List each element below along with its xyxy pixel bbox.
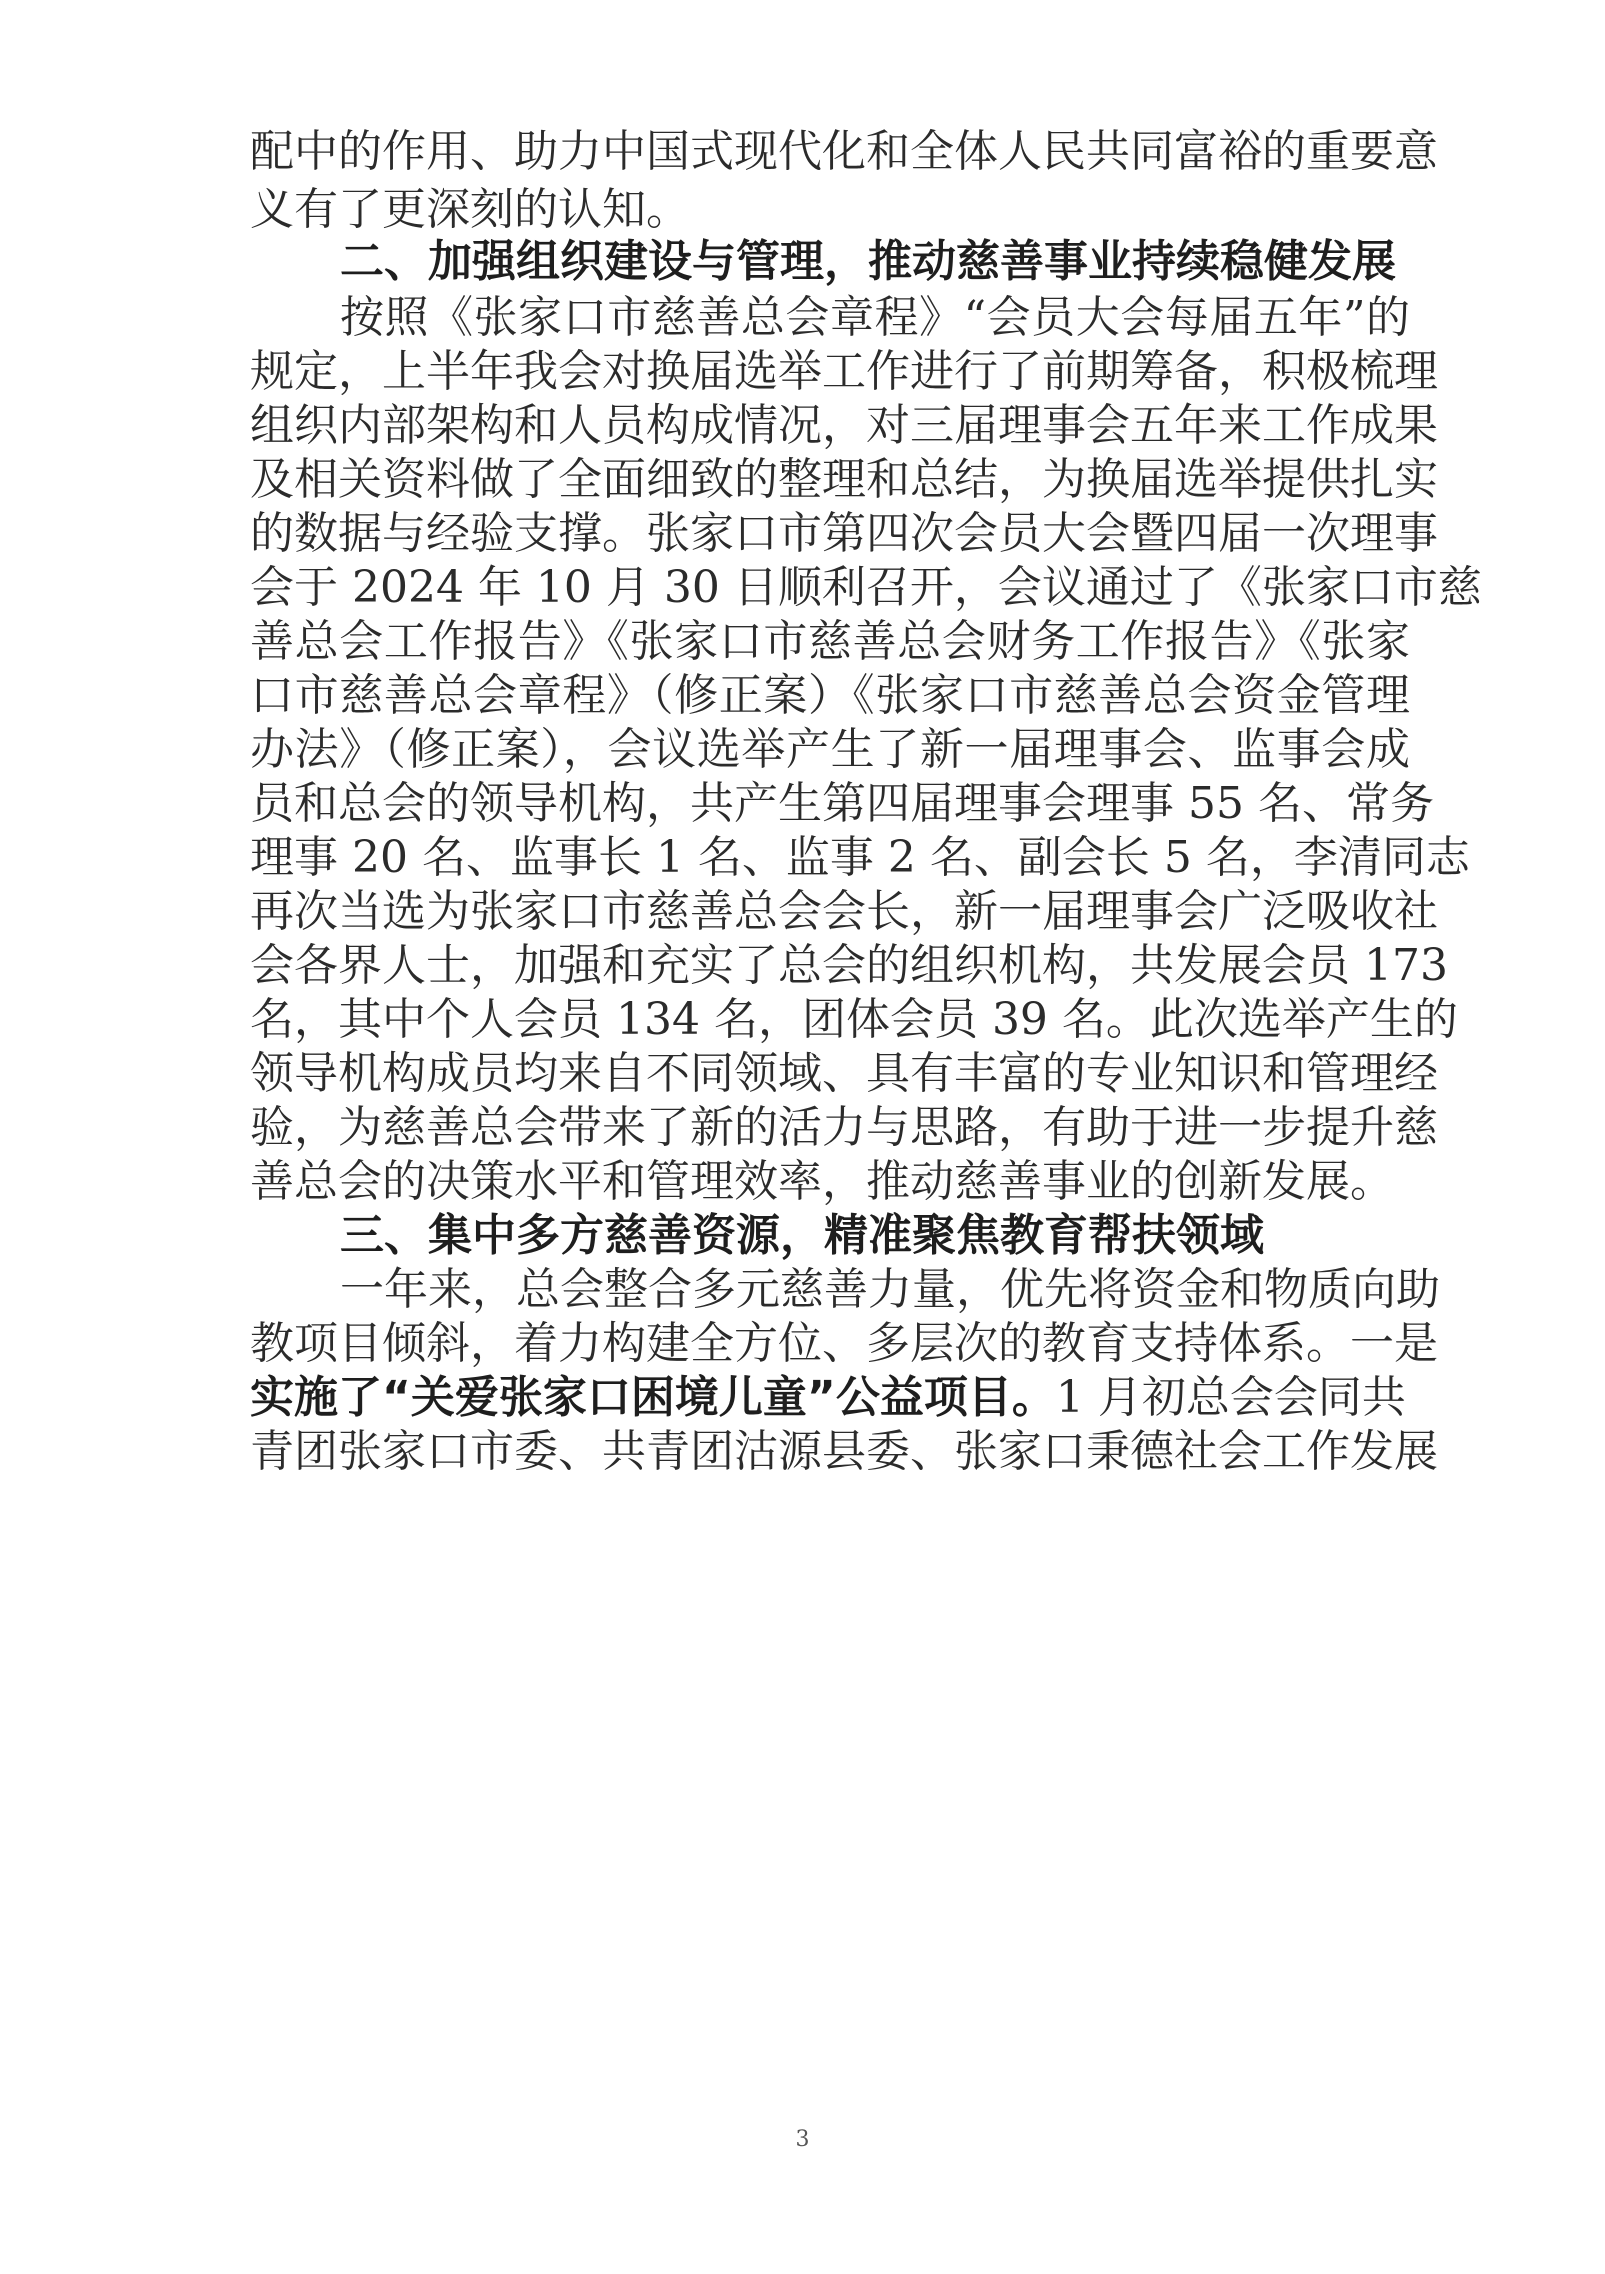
body-line: 及相关资料做了全面细致的整理和总结，为换届选举提供扎实 bbox=[250, 454, 1438, 505]
bold-project-title: 实施了“关爱张家口困境儿童”公益项目。 bbox=[250, 1372, 1056, 1423]
body-line: 组织内部架构和人员构成情况，对三届理事会五年来工作成果 bbox=[250, 400, 1438, 451]
body-line: 办法》（修正案），会议选举产生了新一届理事会、监事会成 bbox=[250, 724, 1410, 775]
body-line: 理事 20 名、监事长 1 名、监事 2 名、副会长 5 名，李清同志 bbox=[250, 832, 1470, 883]
body-line: 善总会的决策水平和管理效率，推动慈善事业的创新发展。 bbox=[250, 1156, 1394, 1207]
body-segment: 1 月初总会会同共 bbox=[1055, 1372, 1406, 1423]
body-line: 义有了更深刻的认知。 bbox=[250, 184, 690, 235]
section-heading-2: 二、加强组织建设与管理，推动慈善事业持续稳健发展 bbox=[340, 236, 1396, 287]
body-line: 善总会工作报告》《张家口市慈善总会财务工作报告》《张家 bbox=[250, 616, 1410, 667]
body-line: 青团张家口市委、共青团沽源县委、张家口秉德社会工作发展 bbox=[250, 1426, 1438, 1477]
body-line: 配中的作用、助力中国式现代化和全体人民共同富裕的重要意 bbox=[250, 126, 1438, 177]
body-line: 一年来，总会整合多元慈善力量，优先将资金和物质向助 bbox=[340, 1264, 1440, 1315]
body-line: 口市慈善总会章程》（修正案）《张家口市慈善总会资金管理 bbox=[250, 670, 1410, 721]
body-line: 教项目倾斜，着力构建全方位、多层次的教育支持体系。一是 bbox=[250, 1318, 1438, 1369]
body-line: 再次当选为张家口市慈善总会会长，新一届理事会广泛吸收社 bbox=[250, 886, 1438, 937]
body-line: 的数据与经验支撑。张家口市第四次会员大会暨四届一次理事 bbox=[250, 508, 1438, 559]
body-line: 会各界人士，加强和充实了总会的组织机构，共发展会员 173 bbox=[250, 940, 1448, 991]
section-heading-3: 三、集中多方慈善资源，精准聚焦教育帮扶领域 bbox=[340, 1210, 1264, 1261]
body-line: 名，其中个人会员 134 名，团体会员 39 名。此次选举产生的 bbox=[250, 994, 1458, 1045]
body-line-mixed bbox=[250, 1368, 1410, 1428]
page-number: 3 bbox=[795, 2127, 810, 2152]
body-line: 领导机构成员均来自不同领域、具有丰富的专业知识和管理经 bbox=[250, 1048, 1438, 1099]
body-line: 按照《张家口市慈善总会章程》“会员大会每届五年”的 bbox=[340, 292, 1410, 343]
body-line: 规定，上半年我会对换届选举工作进行了前期筹备，积极梳理 bbox=[250, 346, 1438, 397]
body-line: 验，为慈善总会带来了新的活力与思路，有助于进一步提升慈 bbox=[250, 1102, 1438, 1153]
body-line: 员和总会的领导机构，共产生第四届理事会理事 55 名、常务 bbox=[250, 778, 1434, 829]
body-line: 会于 2024 年 10 月 30 日顺利召开，会议通过了《张家口市慈 bbox=[250, 562, 1482, 613]
